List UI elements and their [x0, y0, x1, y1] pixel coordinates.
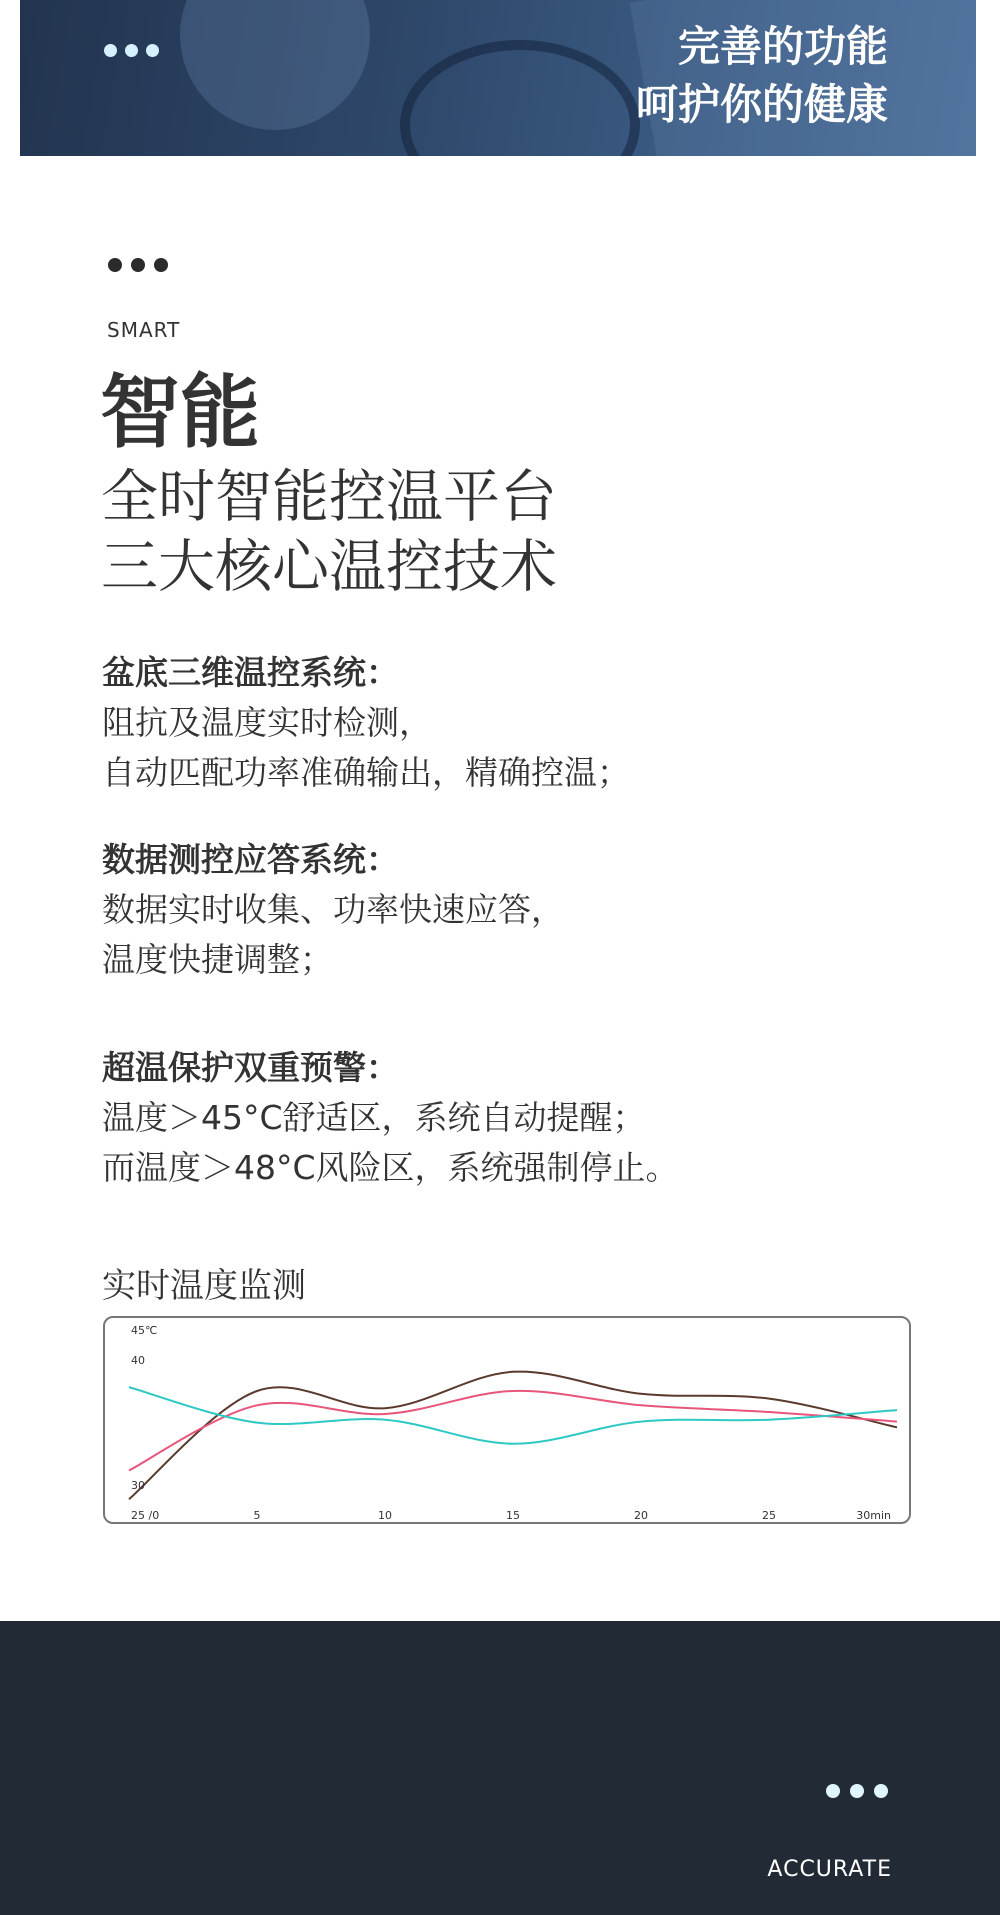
series-line-2: [129, 1387, 897, 1444]
hero-title: [636, 18, 888, 134]
subtitle-line: 全时智能控温平台: [101, 464, 557, 530]
feature-title: 盆底三维温控系统：: [102, 653, 399, 692]
feature-line: 温度快捷调整；: [102, 940, 333, 979]
x-tick-label: 25: [762, 1509, 776, 1522]
feature-block: [102, 835, 564, 985]
x-tick-label: 10: [378, 1509, 392, 1522]
y-tick-label: 40: [131, 1354, 145, 1367]
x-tick-label: 30min: [856, 1509, 891, 1522]
footer-label: ACCURATE: [767, 1857, 892, 1882]
y-tick-label: 30: [131, 1479, 145, 1492]
hero-background-shape: [180, 0, 370, 130]
x-tick-label: 5: [253, 1509, 261, 1522]
feature-line: 而温度＞48°C风险区，系统强制停止。: [102, 1148, 679, 1187]
temperature-chart-plot: [105, 1318, 913, 1526]
hero-title-line: 呵护你的健康: [635, 80, 888, 129]
section-label: SMART: [107, 318, 181, 342]
feature-block: [102, 1043, 679, 1193]
feature-title: 超温保护双重预警：: [102, 1048, 399, 1087]
subtitle-line: 三大核心温控技术: [101, 534, 557, 600]
footer-band: [0, 1621, 1000, 1915]
chart-caption: 实时温度监测: [102, 1266, 306, 1306]
feature-block: [102, 648, 630, 798]
hero-dots-icon: [104, 44, 159, 57]
x-tick-label: 25 /0: [131, 1509, 160, 1522]
temperature-chart: [103, 1316, 911, 1524]
x-tick-label: 15: [506, 1509, 520, 1522]
feature-line: 温度＞45°C舒适区，系统自动提醒；: [102, 1098, 646, 1137]
feature-title: 数据测控应答系统：: [102, 840, 399, 879]
feature-line: 阻抗及温度实时检测，: [102, 703, 432, 742]
x-tick-label: 20: [634, 1509, 648, 1522]
section-dots-icon: [108, 258, 168, 272]
footer-dots-icon: [826, 1784, 888, 1798]
hero-background-shape: [400, 40, 640, 156]
section-title: 智能: [100, 366, 260, 459]
series-line-1: [129, 1391, 897, 1471]
hero-banner: [20, 0, 976, 156]
feature-line: 自动匹配功率准确输出，精确控温；: [102, 753, 630, 792]
y-tick-label: 45℃: [131, 1324, 158, 1337]
hero-title-line: 完善的功能: [677, 22, 888, 71]
feature-line: 数据实时收集、功率快速应答，: [102, 890, 564, 929]
section-subtitle: [101, 462, 557, 602]
